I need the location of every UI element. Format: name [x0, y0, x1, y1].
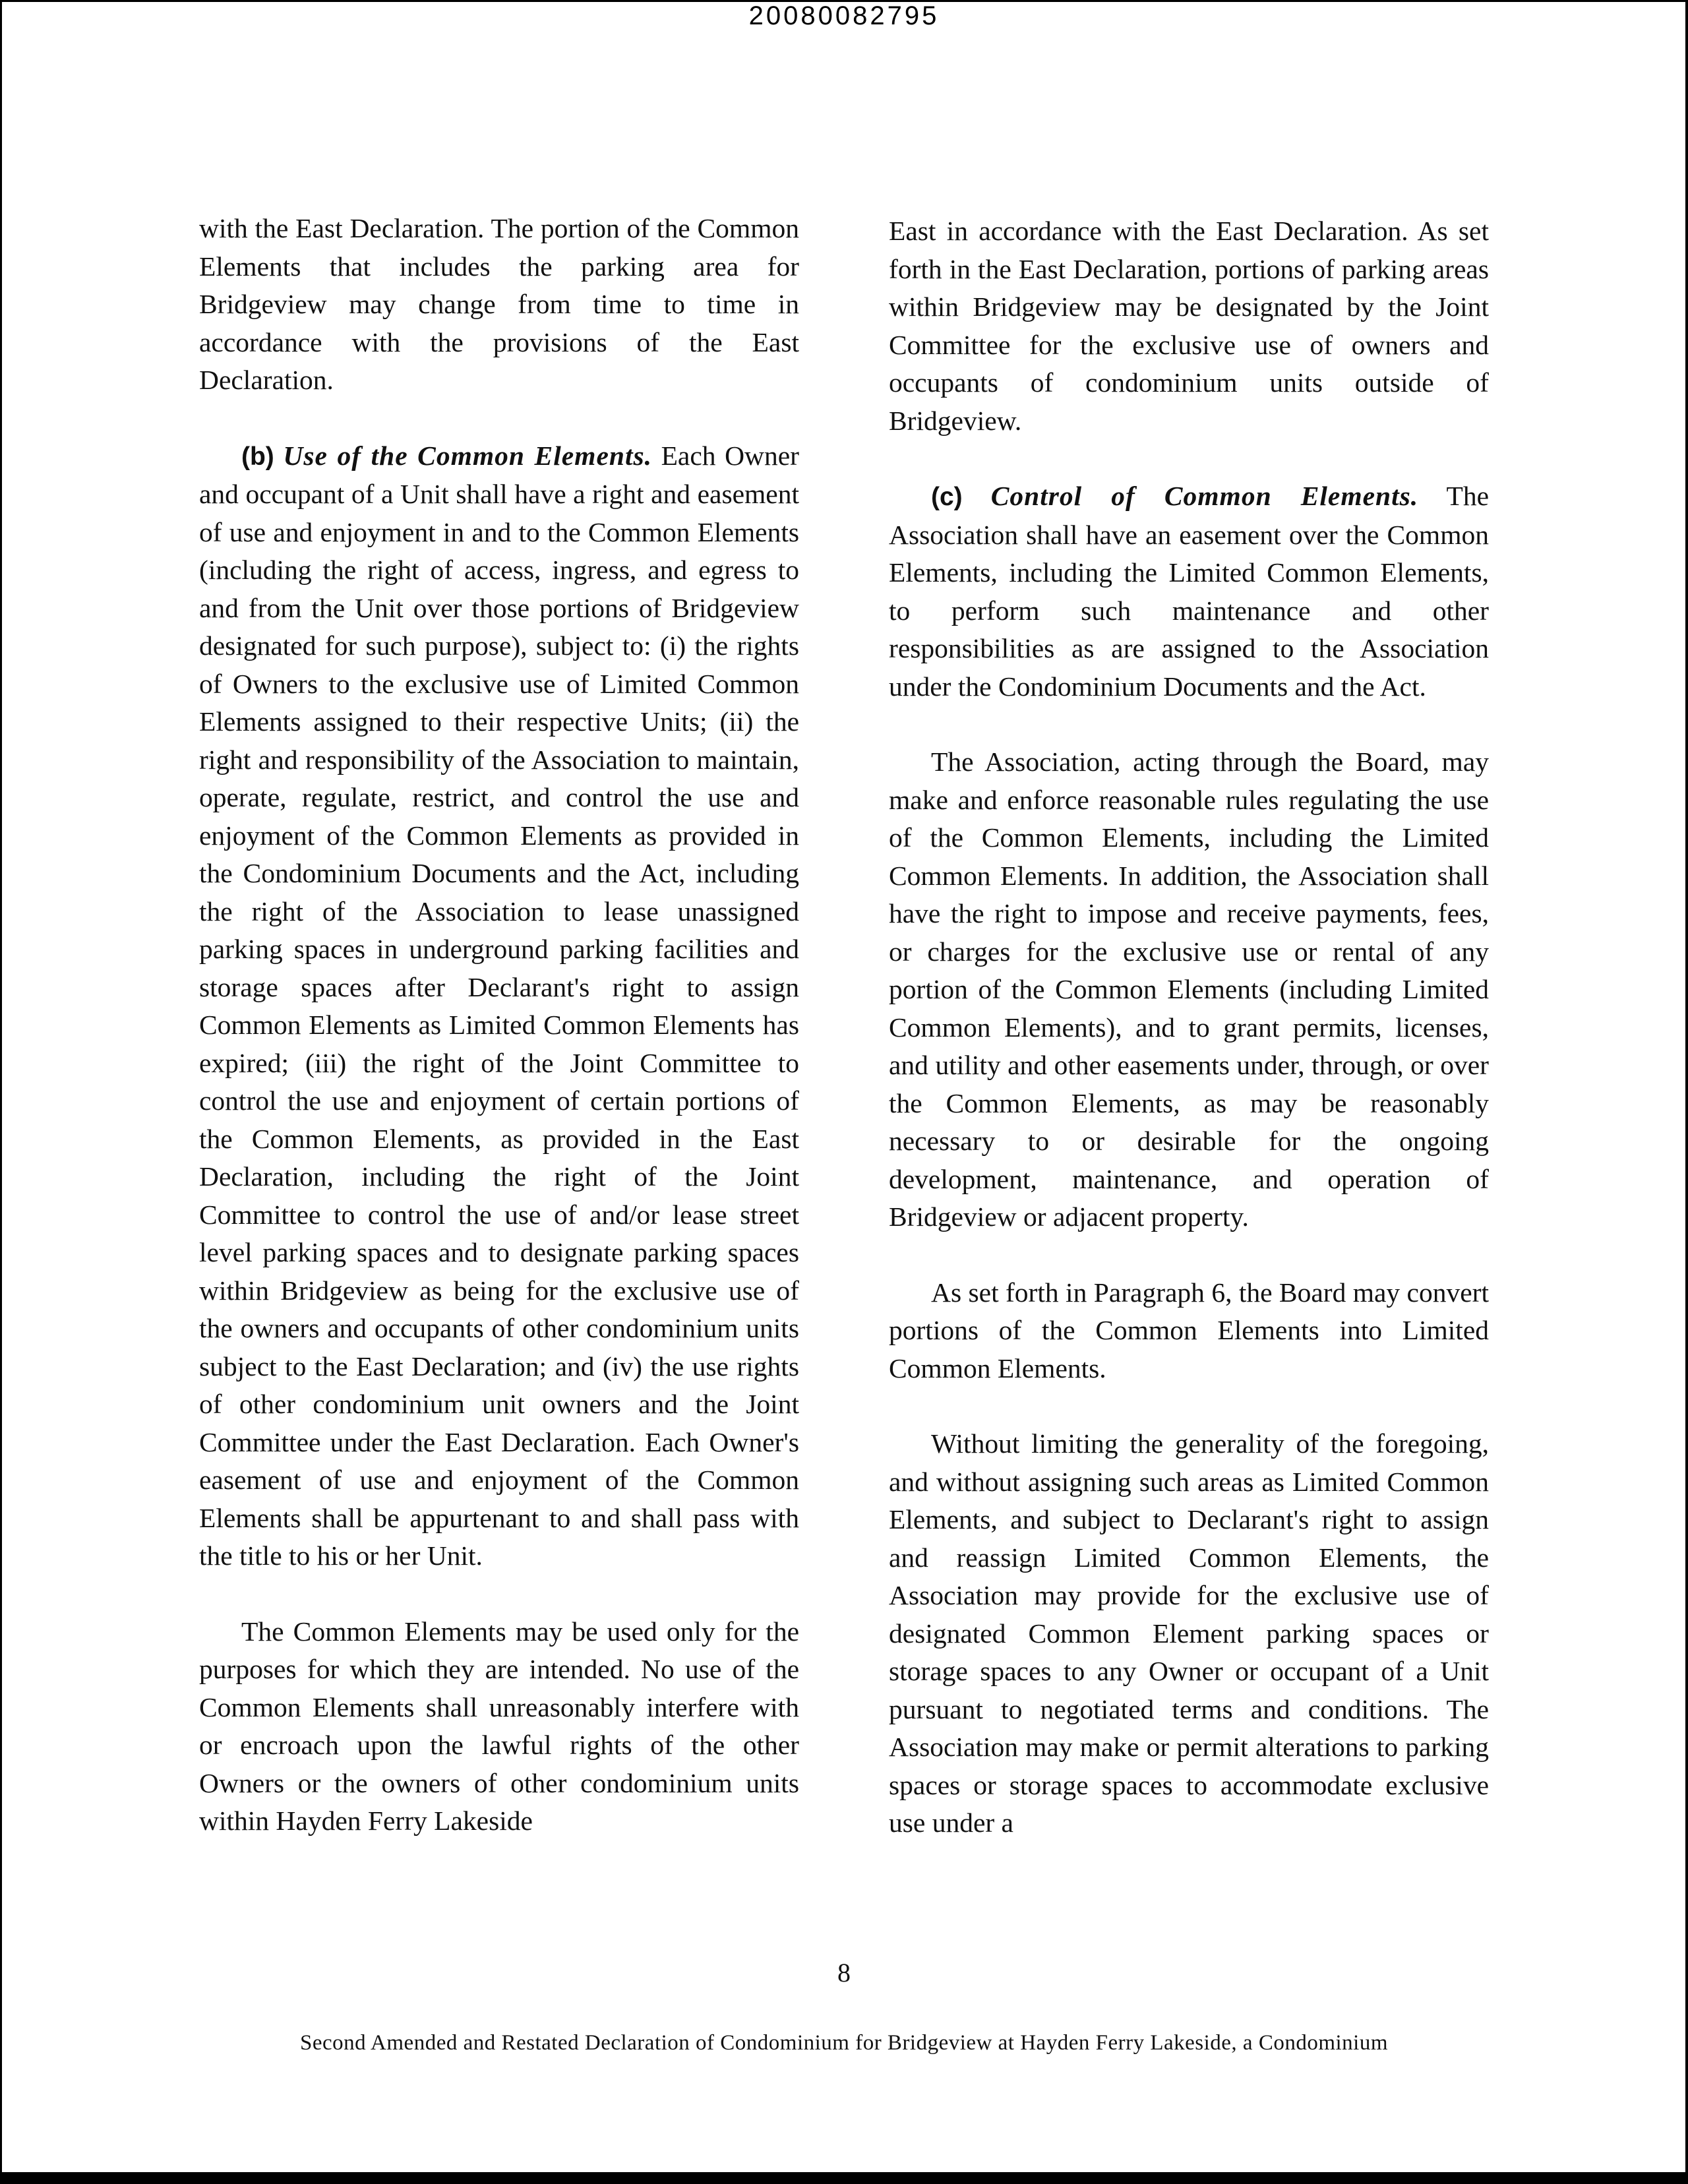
page-number: 8 — [837, 1958, 851, 1987]
section-b-paragraph — [199, 437, 799, 1575]
section-b-text: Each Owner and occupant of a Unit shall have a right and easement of use and enjoyment in and to the Common Elements (including the right of access, ingress, and egress to and from the Unit over those portions of Bridgeview designated for such purpose), subject to: (i) the rights of Owners to the exclusive use of Limited Common Elements assigned to their respective Units; (ii) the right and responsibility of the Association to maintain, operate, regulate, restrict, and control the use and enjoyment of the Common Elements as provided in the Condominium Documents and the Act, including the right of the Association to lease unassigned parking spaces in underground parking facilities and storage spaces after Declarant's right to assign Common Elements as Limited Common Elements has expired; (iii) the right of the Joint Committee to control the use and enjoyment of certain portions of the Common Elements, as provided in the East Declaration, including the right of the Joint Committee to control the use of and/or lease street level parking spaces and to designate parking spaces within Bridgeview as being for the exclusive use of the owners and occupants of other condominium units subject to the East Declaration; and (iv) the use rights of other condominium unit owners and the Joint Committee under the East Declaration. Each Owner's easement of use and enjoyment of the Common Elements shall be appurtenant to and shall pass with the title to his or her Unit. — [199, 440, 800, 1571]
right-paragraph-3: The Association, acting through the Board, may make and enforce reasonable rules regulating the use of the Common Elements, including the Limited Common Elements. In addition, the Association shall have the right to impose and receive payments, fees, or charges for the exclusive use or rental of any portion of the Common Elements (including Limited Common Elements), and to grant permits, licenses, and utility and other easements under, through, or over the Common Elements, as may be reasonably necessary to or desirable for the ongoing development, maintenance, and operation of Bridgeview or adjacent property. — [889, 746, 1489, 1232]
section-b-title: Use of the Common Elements. — [283, 440, 653, 471]
scan-border-left — [0, 0, 2, 2184]
section-c-label: (c) — [931, 483, 963, 511]
scan-border-bottom — [0, 2172, 1688, 2184]
right-paragraph-5: Without limiting the generality of the foregoing, and without assigning such areas as Limited Common Elements, and subject to Declarant's right to assign and reassign Limited Common Elements, the Association may provide for the exclusive use of designated Common Element parking spaces or storage spaces to any Owner or occupant of a Unit pursuant to negotiated terms and conditions. The Association may make or permit alterations to parking spaces or storage spaces to accommodate exclusive use under a — [889, 1428, 1489, 1838]
right-paragraph-4: As set forth in Paragraph 6, the Board may convert portions of the Common Elements into Limited Common Elements. — [889, 1277, 1489, 1383]
right-paragraph-1: East in accordance with the East Declaration. As set forth in the East Declaration, portions of parking areas within Bridgeview may be designated by the Joint Committee for the exclusive use of owners and occupants of condominium units outside of Bridgeview. — [889, 216, 1489, 436]
left-paragraph-1: with the East Declaration. The portion of the Common Elements that includes the parking area for Bridgeview may change from time to time in accordance with the provisions of the East Declaration. — [199, 213, 799, 395]
section-c-text: The Association shall have an easement over the Common Elements, including the Limited Common Elements, to perform such maintenance and other responsibilities as are assigned to the Association under the Condominium Documents and the Act. — [889, 481, 1489, 702]
left-paragraph-3: The Common Elements may be used only for the purposes for which they are intended. No use of the Common Elements shall unreasonably interfere with or encroach upon the lawful rights of the other Owners or the owners of other condominium units within Hayden Ferry Lakeside — [199, 1616, 799, 1836]
section-c-paragraph — [889, 477, 1489, 706]
document-number: 20080082795 — [748, 1, 940, 30]
section-b-label: (b) — [241, 442, 274, 471]
left-column — [199, 210, 799, 1878]
scan-border-right — [1685, 0, 1688, 2184]
right-column — [889, 212, 1489, 1880]
document-footer: Second Amended and Restated Declaration of Condominium for Bridgeview at Hayden Ferry Lakeside, a Condominium — [299, 2031, 1389, 2055]
section-c-title: Control of Common Elements. — [990, 481, 1419, 511]
